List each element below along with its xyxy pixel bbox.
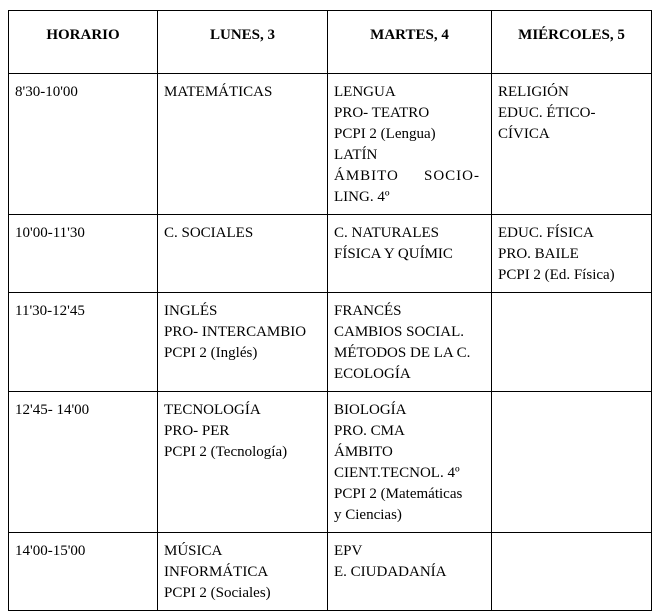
time-cell [9, 533, 158, 611]
subject-line: LENGUA [334, 84, 396, 100]
subject-line: BIOLOGÍA [334, 402, 407, 418]
time-cell [9, 215, 158, 293]
lunes-cell [158, 293, 328, 392]
header-martes: MARTES, 4 [328, 11, 492, 74]
martes-cell [328, 392, 492, 533]
subject-line: LING. 4º [334, 189, 390, 205]
subject-line: PRO- PER [164, 423, 230, 439]
subject-line: MÉTODOS DE LA C. [334, 345, 471, 361]
schedule-row [9, 215, 652, 293]
subject-line: RELIGIÓN [498, 84, 569, 100]
schedule-row [9, 533, 652, 611]
subject-line: PRO. BAILE [498, 246, 579, 262]
subject-line: PCPI 2 (Matemáticas [334, 486, 463, 502]
lunes-cell [158, 533, 328, 611]
subject-line: TECNOLOGÍA [164, 402, 261, 418]
subject-line: ÁMBITO SOCIO- [334, 168, 480, 184]
subject-line: MÚSICA [164, 543, 223, 559]
subject-line: CÍVICA [498, 126, 550, 142]
subject-line: C. NATURALES [334, 225, 440, 241]
subject-line: FÍSICA Y QUÍMIC [334, 246, 453, 262]
time-slot-text: 14'00-15'00 [15, 543, 86, 559]
subject-line: PCPI 2 (Ed. Física) [498, 267, 615, 283]
time-cell [9, 293, 158, 392]
lunes-cell [158, 392, 328, 533]
subject-line: ECOLOGÍA [334, 366, 411, 382]
header-horario: HORARIO [9, 11, 158, 74]
subject-line: MATEMÁTICAS [164, 84, 273, 100]
header-miercoles: MIÉRCOLES, 5 [492, 11, 652, 74]
schedule-row [9, 392, 652, 533]
subject-line: INFORMÁTICA [164, 564, 269, 580]
miercoles-cell [492, 392, 652, 533]
subject-line: PRO- TEATRO [334, 105, 430, 121]
subject-line: PRO. CMA [334, 423, 405, 439]
subject-line: C. SOCIALES [164, 225, 254, 241]
subject-line: PCPI 2 (Lengua) [334, 126, 436, 142]
subject-line: CIENT.TECNOL. 4º [334, 465, 460, 481]
subject-line: PRO- INTERCAMBIO [164, 324, 307, 340]
time-slot-text: 11'30-12'45 [15, 303, 85, 319]
martes-cell [328, 533, 492, 611]
header-lunes: LUNES, 3 [158, 11, 328, 74]
miercoles-cell [492, 293, 652, 392]
subject-line: y Ciencias) [334, 507, 402, 523]
martes-cell [328, 74, 492, 215]
miercoles-cell [492, 533, 652, 611]
subject-line: ÁMBITO [334, 444, 393, 460]
subject-line: PCPI 2 (Inglés) [164, 345, 258, 361]
header-row [9, 11, 652, 74]
schedule-sheet [8, 10, 652, 611]
miercoles-cell [492, 74, 652, 215]
subject-line: CAMBIOS SOCIAL. [334, 324, 465, 340]
schedule-body [9, 74, 652, 611]
schedule-table [8, 10, 652, 611]
time-slot-text: 8'30-10'00 [15, 84, 78, 100]
subject-line: E. CIUDADANÍA [334, 564, 447, 580]
martes-cell [328, 293, 492, 392]
subject-line: EDUC. ÉTICO- [498, 105, 596, 121]
subject-line: EPV [334, 543, 363, 559]
lunes-cell [158, 74, 328, 215]
miercoles-cell [492, 215, 652, 293]
time-slot-text: 12'45- 14'00 [15, 402, 90, 418]
time-cell [9, 74, 158, 215]
schedule-row [9, 74, 652, 215]
subject-line: EDUC. FÍSICA [498, 225, 594, 241]
schedule-row [9, 293, 652, 392]
subject-line: LATÍN [334, 147, 378, 163]
martes-cell [328, 215, 492, 293]
subject-line: FRANCÉS [334, 303, 402, 319]
subject-line: PCPI 2 (Sociales) [164, 585, 271, 601]
time-cell [9, 392, 158, 533]
time-slot-text: 10'00-11'30 [15, 225, 85, 241]
lunes-cell [158, 215, 328, 293]
subject-line: INGLÉS [164, 303, 218, 319]
subject-line: PCPI 2 (Tecnología) [164, 444, 288, 460]
